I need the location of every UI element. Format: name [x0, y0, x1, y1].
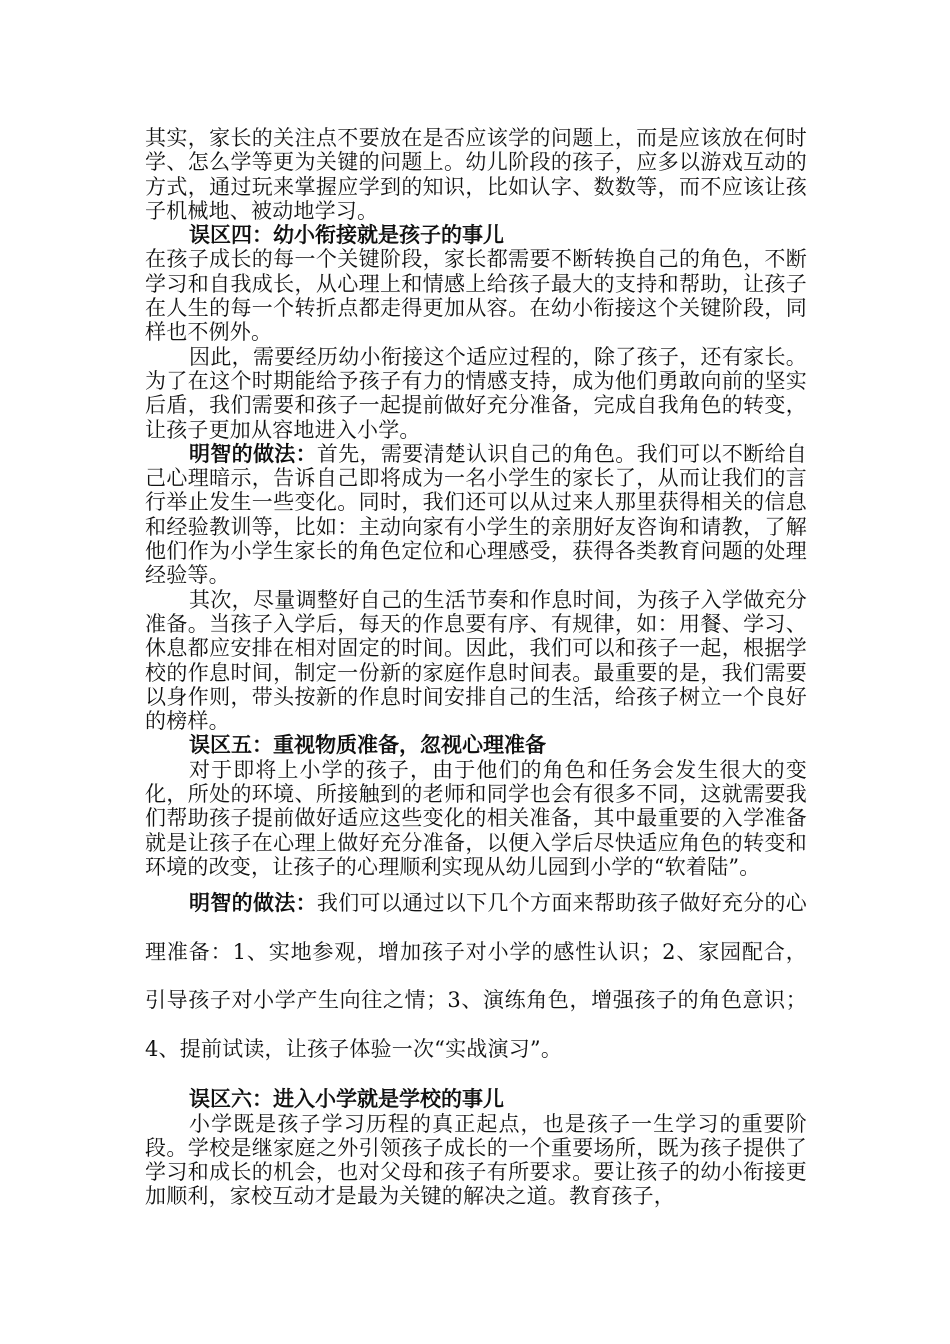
paragraph-wise-approach-2: [145, 879, 807, 1073]
heading-myth-4: 误区四：幼小衔接就是孩子的事儿: [189, 222, 504, 248]
wise-approach-text: 我们可以通过以下几个方面来帮助孩子做好充分的心理准备：1、实地参观，增加孩子对小学的感性认识；2、家园配合，引导孩子对小学产生向往之情；3、演练角色，增强孩子的角色意识；4、提前试读，让孩子体验一次“实战演习”。: [145, 891, 807, 1061]
wise-approach-label: 明智的做法：: [189, 440, 317, 466]
wise-approach-label: 明智的做法：: [189, 890, 317, 916]
heading-myth-6: 误区六：进入小学就是学校的事儿: [189, 1086, 504, 1112]
wise-approach-text: 首先，需要清楚认识自己的角色。我们可以不断给自己心理暗示，告诉自己即将成为一名小学生的家长了，从而让我们的言行举止发生一些变化。同时，我们还可以从过来人那里获得相关的信息和经验教训等，比如：主动向家有小学生的亲朋好友咨询和请教，了解他们作为小学生家长的角色定位和心理感受，获得各类教育问题的处理经验等。: [145, 441, 807, 588]
paragraph-intro: 其实，家长的关注点不要放在是否应该学的问题上，而是应该放在何时学、怎么学等更为关键的问题上。幼儿阶段的孩子，应多以游戏互动的方式，通过玩来掌握应学到的知识，比如认字、数数等，而不应该让孩子机械地、被动地学习。: [145, 126, 807, 223]
paragraph-wise-approach-1: [145, 442, 807, 588]
paragraph-parents-adapt: 因此，需要经历幼小衔接这个适应过程的，除了孩子，还有家长。为了在这个时期能给予孩子有力的情感支持，成为他们勇敢向前的坚实后盾，我们需要和孩子一起提前做好充分准备，完成自我角色的转变，让孩子更加从容地进入小学。: [145, 344, 807, 442]
heading-myth-5: 误区五：重视物质准备，忽视心理准备: [189, 732, 546, 758]
document-page: [145, 126, 807, 1209]
paragraph-schedule: 其次，尽量调整好自己的生活节奏和作息时间，为孩子入学做充分准备。当孩子入学后，每天的作息要有序、有规律，如：用餐、学习、休息都应安排在相对固定的时间。因此，我们可以和孩子一起，根据学校的作息时间，制定一份新的家庭作息时间表。最重要的是，我们需要以身作则，带头按新的作息时间安排自己的生活，给孩子树立一个良好的榜样。: [145, 587, 807, 734]
spacer: [145, 1073, 807, 1087]
paragraph-school-home: 小学既是孩子学习历程的真正起点，也是孩子一生学习的重要阶段。学校是继家庭之外引领孩子成长的一个重要场所，既为孩子提供了学习和成长的机会，也对父母和孩子有所要求。要让孩子的幼小衔接更加顺利，家校互动才是最为关键的解决之道。教育孩子，: [145, 1111, 807, 1209]
paragraph-psychological-prep: 对于即将上小学的孩子，由于他们的角色和任务会发生很大的变化，所处的环境、所接触到的老师和同学也会有很多不同，这就需要我们帮助孩子提前做好适应这些变化的相关准备，其中最重要的入学准备就是让孩子在心理上做好充分准备，以便入学后尽快适应角色的转变和环境的改变，让孩子的心理顺利实现从幼儿园到小学的“软着陆”。: [145, 757, 807, 879]
paragraph-parent-roles: 在孩子成长的每一个关键阶段，家长都需要不断转换自己的角色，不断学习和自我成长，从心理上和情感上给孩子最大的支持和帮助，让孩子在人生的每一个转折点都走得更加从容。在幼小衔接这个关键阶段，同样也不例外。: [145, 247, 807, 345]
